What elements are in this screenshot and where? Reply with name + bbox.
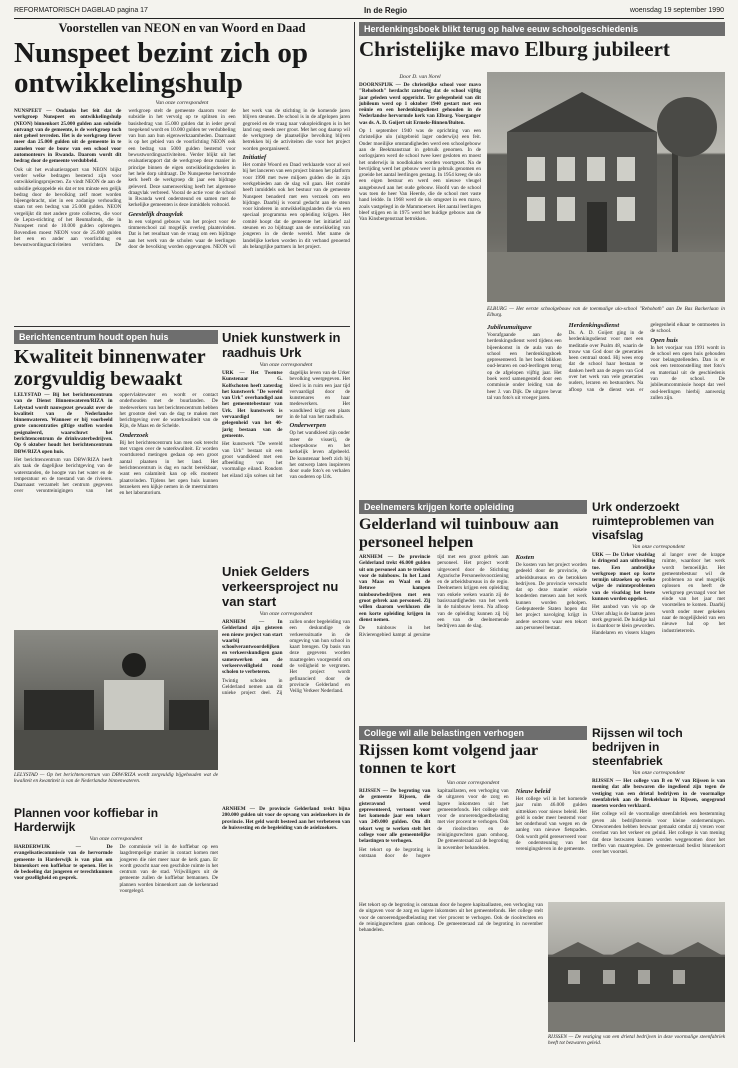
article-lelystad <box>14 330 218 800</box>
article-steenfabriek <box>592 726 725 898</box>
article-koffiebar <box>14 806 218 1056</box>
section-rule <box>14 326 350 327</box>
article-urk-kunstwerk <box>222 330 350 560</box>
caption-text: LELYSTAD — Op het berichtencentrum van DBW/RIZA wordt zorgvuldig bijgehouden wat de kwaliteit en kwantiteit is van de Nederlandse binnenwateren. <box>14 772 218 785</box>
article-headline: Gelderland wil tuinbouw aan personeel helpen <box>359 516 559 551</box>
article-body: Het berichtencentrum van DBW/RIZA heeft als taak de dagelijkse berichtgeving van de waterstanden, de hoogte van het water en de temperatuur en de toestand van de rivieren. Daarnaast verzamelt het centrum gegevens over verontreinigingen van het oppervlaktewater en wordt er contact onderhouden met de buurlanden. De medewerkers van het berichtencentrum hebben het grootste deel van de dag te maken met berichtgeving over de waterkwaliteit van de Rijn, de Maas en de Schelde. <box>14 392 218 495</box>
article-subhead: Initiatief <box>242 154 267 162</box>
article-body: Het kunstwerk "De wereld van Urk" bestaat uit een groot wandkleed met een afbeelding van het voormalige eiland. Rondom het eiland zijn scènes uit het dagelijks leven van de Urker bevolking weergegeven. Het kleed is in ruim een jaar tijd vervaardigd door de kunstenares en haar medewerkers. Het wandkleed krijgt een plaats in de hal van het raadhuis. <box>222 370 350 479</box>
article-byline: Van onze correspondent <box>446 780 500 786</box>
article-headline: Kwaliteit binnenwater zorgvuldig bewaakt <box>14 346 206 390</box>
article-subhead: Open huis <box>650 336 678 344</box>
school-building-illustration <box>487 72 725 302</box>
article-headline: Rijssen komt volgend jaar tonnen te kort <box>359 742 538 777</box>
photo-caption <box>548 1034 725 1046</box>
article-body: Het college wil de voormalige steenfabriek een bestemming geven als bedrijfsterrein voor kleine ondernemingen. Omwonenden hebben bezwaar gemaakt omdat zij vrezen voor overlast van het verkeer en geluid. Het college is van mening dat deze bezwaren kunnen worden weggenomen door het treffen van maatregelen. De gemeenteraad beslist binnenkort over het voorstel. <box>592 811 725 856</box>
article-nunspeet <box>14 22 350 322</box>
article-lead: URK — Het Twentse Kunstenaar G. Kolfschoten heeft zaterdag het kunstwerk "De wereld van Urk" overhandigd aan het gemeentebestuur van Urk. Het kunstwerk is vervaardigd ter gelegenheid van het 40-jarig bestaan van de gemeente. <box>222 370 283 439</box>
column-rule <box>354 22 355 1042</box>
article-body: Ook uit het evaluatierapport van NEON blijkt verder welke bedragen bestemd zijn voor ontwikkelingsprojecten. Zo vindt NEON de aan de subsidie gekoppelde eis dat er ten minste een gelijk bedrag door de bevolking zelf moet worden bijeengebracht, niet in een zodanige verhouding staan tot een bedrag van 25.000 gulden. NEON vergelijkt dit met andere grote collectes, die voor de Lepra-stichting of het Reumafonds, die in Nunspeet rond de 10.000 gulden opbrengen. Bovendien moest NEON voor de 25.000 gulden het een en ander aan voorlichting en bewustwordingsactiviteiten verrichten. De werkgroep stelt de gemeente daarom voor de subsidie in het vervolg op te splitsen in een basisbedrag van 15.000 gulden dat in ieder geval toegekend wordt en 10.000 gulden ter verdubbeling van hun aan hun eigenwerkzaamheden. Daarnaast is op het gebied van de voorlichting NEON ook een bedrag van 5000 gulden bestemd voor bewustwordingsactiviteiten. Verder blijkt uit het evaluatierapport dat de werkgroep deze manier in principe binnen de eigen ontwikkelingsdoelen in het hele dorp uitdraagt. De Nunspeetse hervormde kerk heeft de werkgroep dit jaar een bijdrage geleverd. Deze samenwerking heeft het algemene draagvlak verbreed. Vooral de actie voor de school in Rwanda werd ondersteund en samen met de kerkelijke gemeenten is deze inmiddels voltooid. <box>14 108 236 249</box>
photo-caption <box>487 306 725 318</box>
caption-text: RIJSSEN — De vestiging van een drietal bedrijven in deze voormalige steenfabriek heeft tot bezwaren geleid. <box>548 1034 725 1047</box>
article-byline: Van onze correspondent <box>155 100 209 106</box>
article-subhead: Jubileumuitgave <box>487 324 532 331</box>
article-tuinbouw <box>359 500 587 720</box>
article-headline: Christelijke mavo Elburg jubileert <box>359 37 670 61</box>
article-body: Het tekort op de begroting is ontstaan door de hogere kapitaallasten, een verhoging van de uitgaven voor de zorg en lagere inkomsten uit het gemeentefonds. Het college stelt voor de onroerendgoedbelasting met vier procent te verhogen. Ook de rioolrechten en de reinigingsrechten gaan omhoog. De gemeenteraad zal de begroting in november behandelen. <box>359 902 543 934</box>
issue-date: woensdag 19 september 1990 <box>629 7 724 14</box>
article-byline: Van onze correspondent <box>259 362 313 368</box>
article-headline: Rijssen wil toch bedrijven in steenfabriek <box>592 726 683 768</box>
article-lead: HARDERWIJK — De evangelisatiecommissie van de hervormde gemeente in Harderwijk is van plan om binnenkort een koffiebar te openen. Het is de bedoeling dat jongeren er terechtkunnen voor gezelligheid en gesprek. <box>14 844 113 882</box>
article-lead: LELYSTAD — Bij het berichtencentrum van de Dienst Binnenwateren/RIZA in Lelystad wordt nauwgezet gewaakt over de kwaliteit van de Nederlandse binnenwateren. Wanneer er bij voorbeeld grote concentraties giftige stoffen worden gesignaleerd, waarschuwt het berichtencentrum de drinkwaterbedrijven. Op 6 oktober houdt het berichtencentrum DBW/RIZA open huis. <box>14 392 113 455</box>
article-body: Het college wil in het komende jaar ruim 46.000 gulden uittrekken voor nieuw beleid. Het geld is onder meer bestemd voor het onderhoud van wegen en de aanleg van nieuwe fietspaden. Ook wordt geld gereserveerd voor de ondersteuning van het verenigingsleven in de gemeente. <box>515 796 587 853</box>
control-room-photo <box>14 630 218 770</box>
article-body: In een volgend gebouw van het project voor de timmerschool zal mogelijk overleg plaatsvinden. Dat is het resultaat van de vraag om een bijdrage aan het werk van de scholen waar de leerlingen door de bevolking worden opgevangen. NEON wil het werk van de stichting in de komende jaren blijven steunen. De school is in de afgelopen jaren gegroeid en de vraag naar vakopleidingen is in het land nog steeds zeer groot. Met het oog daarop wil de werkgroep de plaatselijke bevolking blijven betrekken bij de activiteiten die voor het project worden georganiseerd. <box>128 108 350 250</box>
article-lead: URK — De Urker visafslag is dringend aan uitbreiding toe. Een ambtelijke werkgroep moet op korte termijn uitzoeken op welke wijze de ruimteproblemen van de visafslag het beste kunnen worden opgelost. <box>592 552 655 603</box>
article-subhead: Geestelijk draagvlak <box>128 210 184 218</box>
article-body: Voorafgaande aan de herdenkingsdienst werd tijdens een bijeenkomst in de aula van de school een herdenkingsboek gepresenteerd. In het boek blikken oud-leraren en oud-leerlingen terug op de afgelopen vijftig jaar. Het boek werd samengesteld door een commissie onder leiding van de heer J. van Dijk. De uitgave bevat tal van foto's uit vroeger jaren. <box>487 332 562 401</box>
article-headline: Uniek kunstwerk in raadhuis Urk <box>222 330 341 360</box>
article-byline: Van onze correspondent <box>632 544 685 550</box>
article-body: Bij het berichtencentrum kan men ook terecht met vragen over de waterkwaliteit. Er worden voortdurend metingen gedaan op een groot aantal plaatsen in het land. Het berichtencentrum is dag en nacht bereikbaar, want een calamiteit kan op elk moment plaatsvinden. Tijdens het open huis kunnen bezoekers een kijkje nemen in de meetruimten en het laboratorium. <box>119 439 218 497</box>
article-headline: Uniek Gelders verkeersproject nu van start <box>222 564 339 609</box>
article-byline: Van onze correspondent <box>259 611 313 617</box>
article-byline: Door D. van Norel <box>399 74 441 80</box>
article-lead: ARNHEM — De provincie Gelderland trekt 46.000 gulden uit om personeel aan te trekken voor de tuinbouw. In het Land van Maas en Waal en de Betuwe kampen tuinbouwbedrijven met een groot gebrek aan personeel. Zij willen daarom werklozen die een korte opleiding krijgen in dienst nemen. <box>359 554 431 623</box>
article-arnhem <box>222 806 350 1056</box>
article-verkeersproject <box>222 564 350 800</box>
section-name: In de Regio <box>364 6 408 15</box>
article-kicker: College wil alle belastingen verhogen <box>359 726 587 740</box>
caption-text: ELBURG — Het eerste schoolgebouw van de toenmalige ulo-school "Rehoboth" aan De Bas Backerlaan in Elburg. <box>487 306 725 319</box>
article-body: Ds. A. D. Goijert ging in de herdenkingsdienst voor met een meditatie over Psalm 48, waarin de trouw van God door de generaties heen centraal stond. Hij wees erop dat de school haar bestaan te danken heeft aan de zegen van God over het werk van vele generaties ouders, leraren en bestuurders. Na afloop van de dienst was er gelegenheid elkaar te ontmoeten in de school. <box>568 322 725 393</box>
page-header <box>14 6 724 19</box>
article-headline: Plannen voor koffiebar in Harderwijk <box>14 806 159 834</box>
article-kicker: Herdenkingsboek blikt terug op halve eeuw schoolgeschiedenis <box>359 22 725 36</box>
article-body: Het aanbod van vis op de Urker afslag is de laatste jaren sterk gegroeid. De huidige hal is daardoor te klein geworden. Handelaren en vissers klagen al langer over de krappe ruimte, waardoor het werk wordt bemoeilijkt. Het gemeentebestuur wil de problemen zo snel mogelijk oplossen en heeft de werkgroep gevraagd voor het einde van het jaar met voorstellen te komen. Daarbij wordt onder meer gekeken naar de mogelijkheid van een nieuwe hal op het industrieterrein. <box>592 552 725 636</box>
article-body: De tuinbouw in het Rivierengebied kampt al geruime tijd met een groot gebrek aan personeel. Het project wordt uitgevoerd door de Stichting Agrarische Personeelsvoorziening en de arbeidsbureaus in de regio. Deelnemers krijgen een opleiding van enkele weken waarin zij de basisvaardigheden van het werk in de tuinbouw leren. Na afloop van de opleiding kunnen zij bij een van de deelnemende bedrijven aan de slag. <box>359 554 509 638</box>
article-body: In het voorjaar van 1991 wordt in de school een open huis gehouden voor belangstellenden. Dan is er ook een tentoonstelling met foto's en materiaal uit de geschiedenis van de school. De jubileumcommissie hoopt dat veel oud-leerlingen hierbij aanwezig zullen zijn. <box>650 344 725 401</box>
article-body: ARNHEM — De provincie Gelderland trekt bijna 200.000 gulden uit voor de opvang van asielzoekers in de provincie. Het geld wordt besteed aan het verbeteren van de huisvesting en de begeleiding van de asielzoekers. <box>222 806 350 831</box>
school-building-photo <box>487 72 725 302</box>
factory-photo <box>548 902 725 1032</box>
article-kicker: Deelnemers krijgen korte opleiding <box>359 500 587 514</box>
article-body: De commissie wil in de koffiebar op een laagdrempelige manier in contact komen met jongeren die niet meer naar de kerk gaan. Er wordt gezocht naar een geschikte ruimte in het centrum van de stad. Vrijwilligers uit de gemeente zullen de koffiebar bemannen. De plannen worden binnenkort aan de kerkenraad voorgelegd. <box>119 844 218 895</box>
article-body: Het comité Woord en Daad verklaarde voor al wel bij het lanceren van een project binnen het platform voor 1990 met twee miljoen gulden die in zijn werkgebieden aan de slag wil gaan. Het comité heeft inmiddels ook het bestuur van de gemeente Nunspeet benaderd met een verzoek om een bijdrage. Daarbij is vooral gedacht aan de steun voor kinderen in ontwikkelingslanden die via een speciaal programma een opleiding krijgen. Het comité hoopt dat de gemeente het initiatief zal steunen en zo bijdraagt aan de ontwikkeling van jongeren in de derde wereld. Met name de landelijke kerken worden in dit verband genoemd als belangrijke partners in het project. <box>242 162 350 250</box>
article-rijssen-begroting <box>359 726 587 898</box>
article-continuation <box>359 902 543 1052</box>
article-elburg <box>359 22 725 494</box>
article-subhead: Nieuw beleid <box>515 788 551 795</box>
article-body: Twintig scholen in Gelderland nemen aan dit unieke project deel. Zij zullen onder begeleiding van een deskundige de verkeerssituatie in de omgeving van hun school in kaart brengen. Op basis van deze gegevens worden maatregelen voorgesteld om de veiligheid te vergroten. Het project wordt gefinancierd door de provincie Gelderland en Veilig Verkeer Nederland. <box>222 619 350 697</box>
article-byline: Van onze correspondent <box>632 770 685 776</box>
article-body: De kosten van het project worden gedeeld door de provincie, de arbeidsbureaus en de betrokken bedrijven. De provincie verwacht dat op deze manier enkele honderden mensen aan het werk kunnen worden geholpen. Gedeputeerde Staten hopen dat het project navolging krijgt in andere sectoren waar een tekort aan personeel bestaat. <box>515 562 587 631</box>
article-subhead: Onderwerpen <box>289 422 326 430</box>
article-body: Op het wandkleed zijn onder meer de visserij, de scheepsbouw en het kerkelijk leven afgebeeld. De kunstenaar heeft zich bij het ontwerp laten inspireren door oude foto's en verhalen van ouderen op Urk. <box>289 430 350 481</box>
article-byline: Van onze correspondent <box>89 836 143 842</box>
article-lead: ARNHEM — In Gelderland zijn gisteren een nieuw project van start waarbij schoolverantwoordelijken en verkeerskundigen gaan samenwerken om de verkeersveiligheid rond scholen te verbeteren. <box>222 619 283 676</box>
photo-caption <box>14 772 218 784</box>
article-subhead: Herdenkingsdienst <box>568 322 620 329</box>
article-body: Op 1 september 1940 was de oprichting van een christelijke ulo (uitgebreid lager onderwijs) een feit. Onder moeilijke omstandigheden werd een schoolgebouw aan de Beekmanstraat in gebruik genomen. In de oorlogsjaren werd de school twee keer gesloten en moest het onderwijs in noodlokalen worden voortgezet. Na de bevrijding werd het gebouw weer in gebruik genomen en groeide het aantal leerlingen gestaag. In 1954 kreeg de ulo een eigen bestuur en werd een nieuwe vleugel aangebouwd aan het oude gebouw. Hoofd van de school was toen de heer Van Heerde, die de school met vaste hand leidde. In 1968 werd de ulo omgezet in een mavo, zoals vastgelegd in de Mammoetwet. Het aantal leerlingen bleef stijgen en in 1975 werd het huidige gebouw aan de Van Kinsbergenstraat betrokken. <box>359 128 481 223</box>
control-room-illustration <box>14 630 218 770</box>
article-lead: NUNSPEET — Ondanks het feit dat de werkgroep Nunspeet en ontwikkelingshulp (NEON) binnenkort 25.000 gulden aan subsidie ontvangt van de gemeente, is de werkgroep toch niet geheel tevreden. Het is de werkgroep liever meer dan 25.000 gulden uit de gemeente in te zamelen voor de bouw van een school voor automonteurs in Rwanda. Daarom wordt dit bedrag door de gemeente verdubbeld. <box>14 108 122 165</box>
article-subhead: Kosten <box>515 554 535 561</box>
article-lead: DOORNSPIJK — De christelijke school voor mavo "Rehoboth" herdacht zaterdag dat de school vijftig jaar geleden werd opgericht. Ter gelegenheid van dit jubileum werd op 1 oktober 1940 gestart met een reünie en een herdenkingsdienst gehouden in de Nederlandse hervormde kerk van Elburg. Voorganger was ds. A. D. Goijert uit Ermelo-Binnen/Buiten. <box>359 82 481 126</box>
article-body: Het tekort op de begroting is ontstaan door de hogere kapitaallasten, een verhoging van de uitgaven voor de zorg en lagere inkomsten uit het gemeentefonds. Het college stelt voor de onroerendgoedbelasting met vier procent te verhogen. Ook de rioolrechten en de reinigingsrechten gaan omhoog. De gemeenteraad zal de begroting in november behandelen. <box>359 788 509 859</box>
article-lead: RIJSSEN — Het college van B en W van Rijssen is van mening dat alle bezwaren die ingediend zijn tegen de vestiging van een drietal bedrijven in de voormalige steenfabriek aan de Brekelshaar in Rijssen, ongegrond moeten worden verklaard. <box>592 778 725 810</box>
paper-name: REFORMATORISCH DAGBLAD pagina 17 <box>14 7 148 14</box>
article-headline: Nunspeet bezint zich op ontwikkelingshulp <box>14 37 309 99</box>
article-kicker: Berichtencentrum houdt open huis <box>14 330 218 344</box>
article-visafslag <box>592 500 725 720</box>
article-lead: RIJSSEN — De begroting van de gemeente Rijssen, die gisteravond werd gepresenteerd, vertoont voor het komende jaar een tekort van 249.000 gulden. Om dit tekort weg te werken stelt het college voor alle gemeentelijke belastingen te verhogen. <box>359 788 431 845</box>
article-headline: Urk onderzoekt ruimteproblemen van visafslag <box>592 500 715 542</box>
article-subhead: Onderzoek <box>119 431 149 439</box>
article-kicker: Voorstellen van NEON en van Woord en Daad <box>58 22 306 35</box>
factory-illustration <box>548 902 725 1032</box>
